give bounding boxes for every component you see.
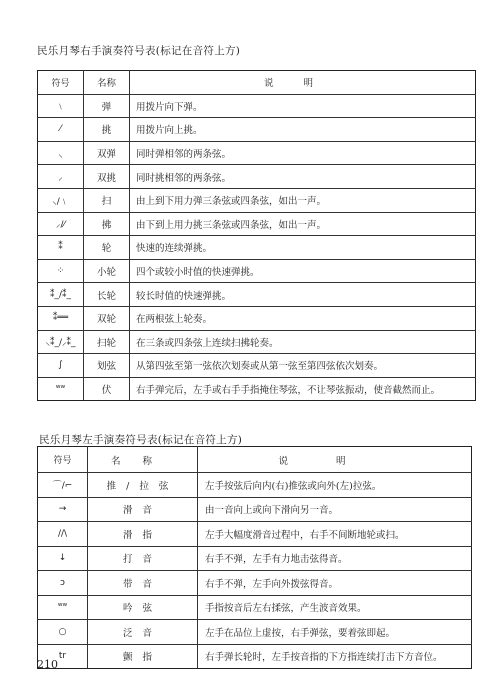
name-cell: 长轮 bbox=[84, 283, 130, 307]
name-cell: 轮 bbox=[84, 236, 130, 260]
description-cell: 右手不弹，左手向外拨弦得音。 bbox=[198, 571, 472, 596]
name-cell: 滑音 bbox=[88, 497, 198, 522]
table-row bbox=[38, 259, 476, 283]
symbol-cell: tr bbox=[38, 644, 88, 669]
right-hand-symbol-table bbox=[37, 70, 476, 401]
table-row bbox=[38, 165, 476, 189]
header-symbol: 符号 bbox=[38, 71, 84, 95]
name-cell: 伏 bbox=[84, 377, 130, 401]
table-row bbox=[38, 188, 476, 212]
table-row bbox=[38, 620, 472, 645]
name-cell: 滑指 bbox=[88, 522, 198, 547]
table-row bbox=[38, 377, 476, 401]
symbol-cell: ○ bbox=[38, 620, 88, 645]
name-cell: 推/拉弦 bbox=[88, 473, 198, 498]
table-row bbox=[38, 354, 476, 378]
name-cell: 泛音 bbox=[88, 620, 198, 645]
description-cell: 在两根弦上轮奏。 bbox=[130, 306, 476, 330]
name-cell: 打音 bbox=[88, 546, 198, 571]
description-cell: 由一音向上或向下滑向另一音。 bbox=[198, 497, 472, 522]
left-hand-symbol-table bbox=[37, 446, 472, 669]
table-row bbox=[38, 522, 472, 547]
description-cell: 从第四弦至第一弦依次划奏或从第一弦至第四弦依次划奏。 bbox=[130, 354, 476, 378]
name-cell: 划弦 bbox=[84, 354, 130, 378]
right-hand-table-caption: 民乐月琴右手演奏符号表(标记在音符上方) bbox=[37, 45, 241, 57]
description-cell: 用拨片向上挑。 bbox=[130, 118, 476, 142]
description-cell: 由下到上用力挑三条弦或四条弦，如出一声。 bbox=[130, 212, 476, 236]
name-cell: 拂 bbox=[84, 212, 130, 236]
symbol-cell: ∫ bbox=[38, 354, 84, 378]
table-row bbox=[38, 306, 476, 330]
description-cell: 同时挑相邻的两条弦。 bbox=[130, 165, 476, 189]
description-cell: 同时弹相邻的两条弦。 bbox=[130, 141, 476, 165]
table-row bbox=[38, 212, 476, 236]
name-cell: 带音 bbox=[88, 571, 198, 596]
description-cell: 右手不弹，左手有力地击弦得音。 bbox=[198, 546, 472, 571]
symbol-cell: //\ bbox=[38, 522, 88, 547]
symbol-cell: → bbox=[38, 497, 88, 522]
name-cell: 小轮 bbox=[84, 259, 130, 283]
symbol-cell: ⁘ bbox=[38, 259, 84, 283]
page-number: 210 bbox=[37, 658, 58, 671]
description-cell: 左手大幅度滑音过程中，右手不间断地轮或扫。 bbox=[198, 522, 472, 547]
description-cell: 快速的连续弹挑。 bbox=[130, 236, 476, 260]
symbol-cell: ⌒/⌐ bbox=[38, 473, 88, 498]
header-symbol: 符号 bbox=[38, 447, 88, 473]
name-cell: 双挑 bbox=[84, 165, 130, 189]
table-row bbox=[38, 644, 472, 669]
description-cell: 较长时值的快速弹挑。 bbox=[130, 283, 476, 307]
name-cell: 扫轮 bbox=[84, 330, 130, 354]
table-header-row bbox=[38, 447, 472, 473]
table-row bbox=[38, 94, 476, 118]
table-row bbox=[38, 283, 476, 307]
symbol-cell: ⸜/﹨ bbox=[38, 188, 84, 212]
name-cell: 吟弦 bbox=[88, 595, 198, 620]
name-cell: 挑 bbox=[84, 118, 130, 142]
symbol-cell: ⁄ bbox=[38, 118, 84, 142]
description-cell: 由上到下用力弹三条弦或四条弦，如出一声。 bbox=[130, 188, 476, 212]
symbol-cell: ʷʷ bbox=[38, 595, 88, 620]
description-cell: 手指按音后左右揉弦，产生波音效果。 bbox=[198, 595, 472, 620]
table-row bbox=[38, 595, 472, 620]
table-header-row bbox=[38, 71, 476, 95]
description-cell: 左手按弦后向内(右)推弦或向外(左)拉弦。 bbox=[198, 473, 472, 498]
description-cell: 用拨片向下弹。 bbox=[130, 94, 476, 118]
symbol-cell: ⁑ bbox=[38, 236, 84, 260]
table-row bbox=[38, 330, 476, 354]
description-cell: 在三条或四条弦上连续扫拂轮奏。 bbox=[130, 330, 476, 354]
table-row bbox=[38, 236, 476, 260]
table-row bbox=[38, 571, 472, 596]
left-hand-table-caption: 民乐月琴左手演奏符号表(标记在音符上方) bbox=[39, 434, 243, 446]
header-name: 名称 bbox=[88, 447, 198, 473]
table-row bbox=[38, 473, 472, 498]
table-row bbox=[38, 546, 472, 571]
symbol-cell: ʷʷ bbox=[38, 377, 84, 401]
name-cell: 弹 bbox=[84, 94, 130, 118]
symbol-cell: ﹨ bbox=[38, 94, 84, 118]
header-name: 名称 bbox=[84, 71, 130, 95]
name-cell: 颤指 bbox=[88, 644, 198, 669]
symbol-cell: ⁑_/⁑_ bbox=[38, 283, 84, 307]
table-row bbox=[38, 141, 476, 165]
description-cell: 右手弹完后，左手或右手手指掩住琴弦，不让琴弦振动，使音截然而止。 bbox=[130, 377, 476, 401]
name-cell: 扫 bbox=[84, 188, 130, 212]
symbol-cell: ⸜ bbox=[38, 141, 84, 165]
description-cell: 四个或较小时值的快速弹挑。 bbox=[130, 259, 476, 283]
symbol-cell: ɔ bbox=[38, 571, 88, 596]
name-cell: 双弹 bbox=[84, 141, 130, 165]
symbol-cell: ⁑══ bbox=[38, 306, 84, 330]
header-description: 说明 bbox=[130, 71, 476, 95]
table-row bbox=[38, 118, 476, 142]
description-cell: 右手弹长轮时，左手按音指的下方指连续打击下方音位。 bbox=[198, 644, 472, 669]
name-cell: 双轮 bbox=[84, 306, 130, 330]
symbol-cell: ↓ bbox=[38, 546, 88, 571]
symbol-cell: ⸜⁑_/⸝⁑_ bbox=[38, 330, 84, 354]
header-description: 说明 bbox=[198, 447, 472, 473]
symbol-cell: ⸝/⁄ bbox=[38, 212, 84, 236]
description-cell: 左手在品位上虚按，右手弹弦，要着弦即起。 bbox=[198, 620, 472, 645]
symbol-cell: ⸝ bbox=[38, 165, 84, 189]
table-row bbox=[38, 497, 472, 522]
